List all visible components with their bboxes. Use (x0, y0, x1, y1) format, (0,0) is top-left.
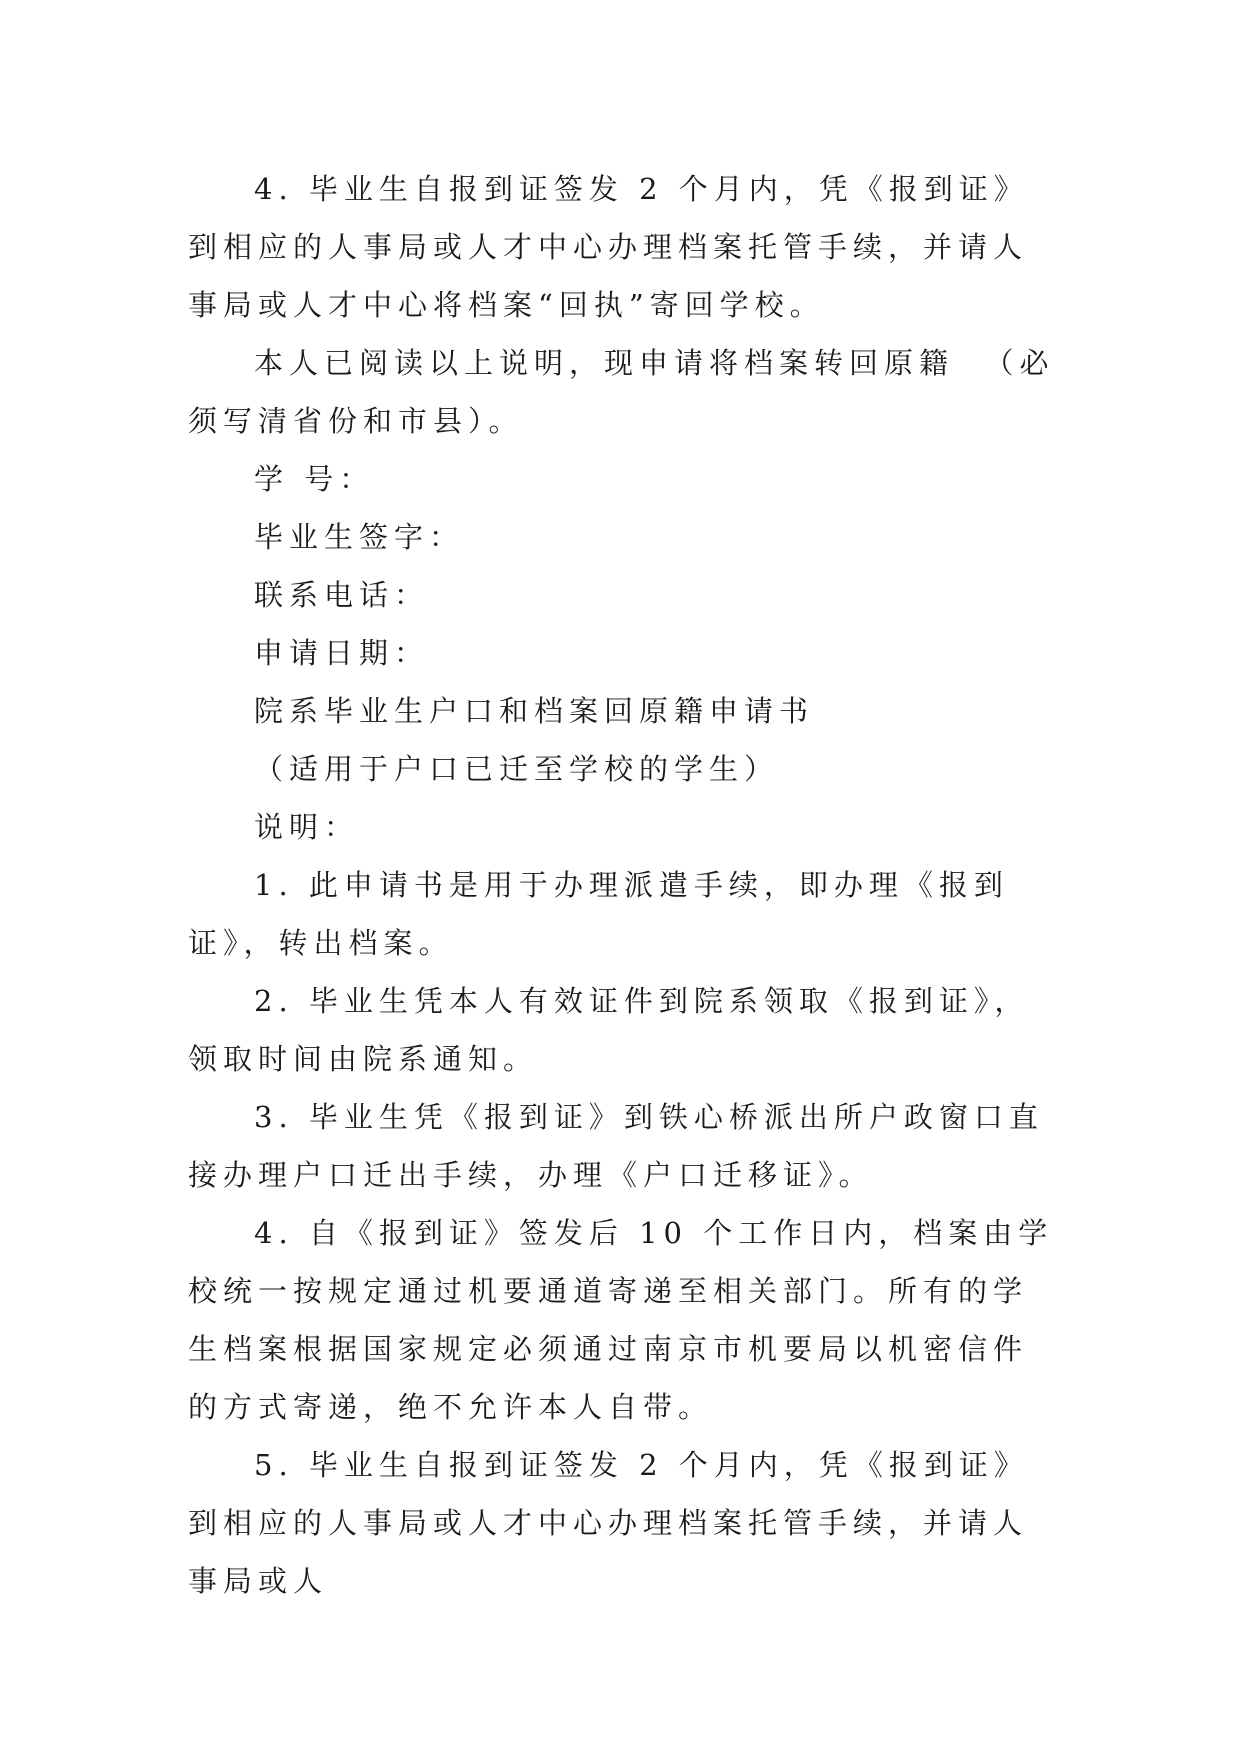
section-title: 院系毕业生户口和档案回原籍申请书 (254, 694, 815, 728)
field-student-id: 学 号： (254, 462, 375, 496)
field-date: 申请日期： (254, 636, 430, 670)
notes-heading: 说明： (254, 810, 360, 844)
note-item-3: 3. 毕业生凭《报到证》到铁心桥派出所户政窗口直接办理户口迁出手续，办理《户口迁移证》。 (188, 1100, 1044, 1192)
field-phone: 联系电话： (254, 578, 430, 612)
note-item-5: 5. 毕业生自报到证签发 2 个月内，凭《报到证》到相应的人事局或人才中心办理档案托管手续，并请人事局或人 (188, 1448, 1029, 1598)
field-signature: 毕业生签字： (254, 520, 465, 554)
section-subtitle: （适用于户口已迁至学校的学生） (254, 752, 780, 786)
document-body (188, 160, 1058, 1610)
paragraph-2: 本人已阅读以上说明，现申请将档案转回原籍 （必须写清省份和市县）。 (188, 346, 1055, 438)
note-item-2: 2. 毕业生凭本人有效证件到院系领取《报到证》，领取时间由院系通知。 (188, 984, 1030, 1076)
note-item-4: 4. 自《报到证》签发后 10 个工作日内，档案由学校统一按规定通过机要通道寄递至相关部门。所有的学生档案根据国家规定必须通过南京市机要局以机密信件的方式寄递，绝不允许本人自带。 (188, 1216, 1054, 1424)
paragraph-1: 4. 毕业生自报到证签发 2 个月内，凭《报到证》到相应的人事局或人才中心办理档案托管手续，并请人事局或人才中心将档案“回执”寄回学校。 (188, 172, 1029, 322)
note-item-1: 1. 此申请书是用于办理派遣手续，即办理《报到证》，转出档案。 (188, 868, 1009, 960)
